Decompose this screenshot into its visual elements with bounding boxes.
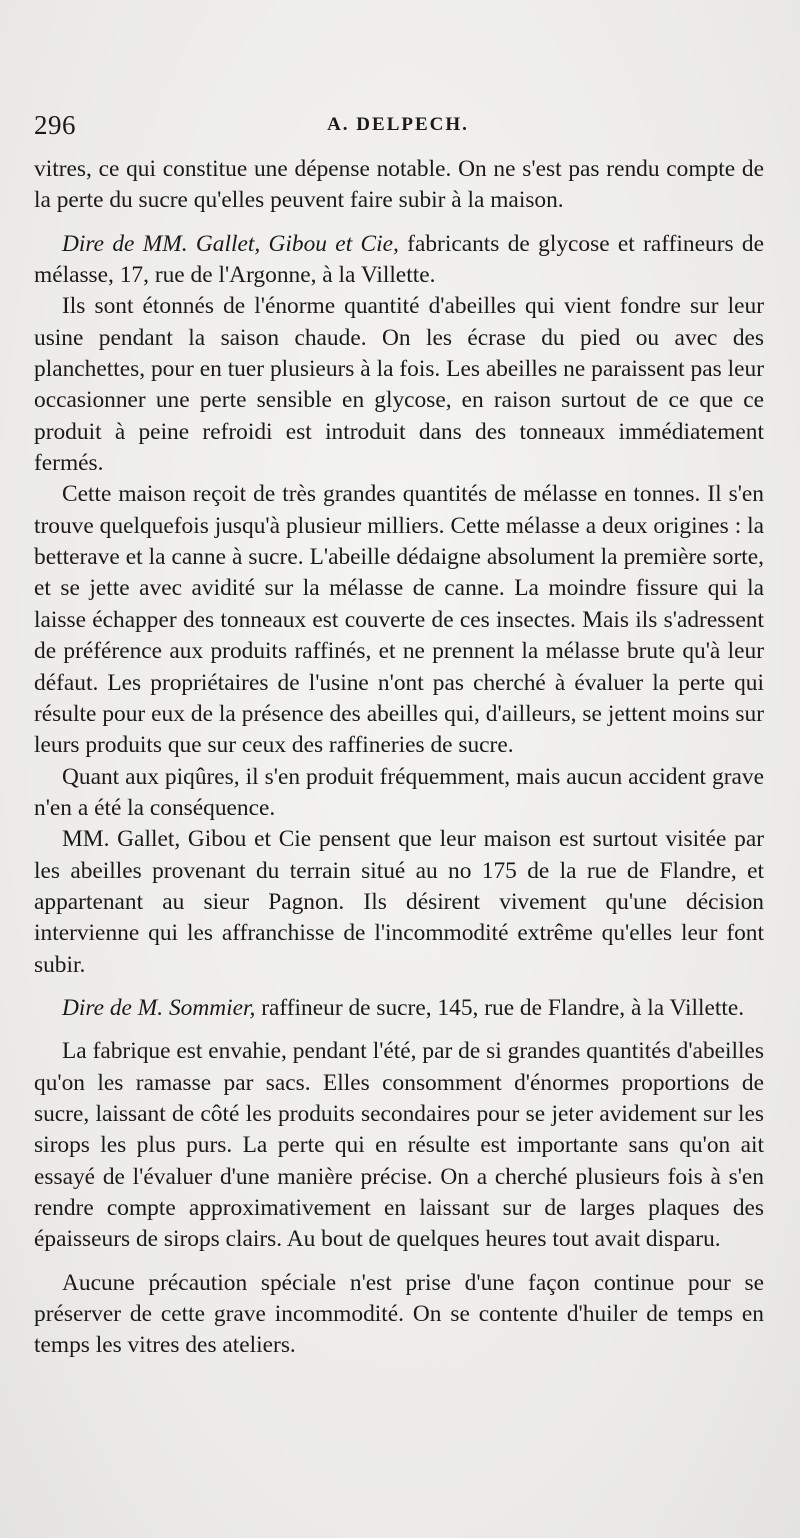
- body-text: [34, 154, 764, 1362]
- paragraph-9: Aucune précaution spéciale n'est prise d'une façon continue pour se préserver de cette grave incommodité. On se contente d'huiler de temps en temps les vitres des ateliers.: [34, 1269, 764, 1359]
- paragraph-6: MM. Gallet, Gibou et Cie pensent que leur maison est surtout visitée par les abeilles provenant du terrain situé au no 175 de la rue de Flandre, et appartenant au sieur Pagnon. Ils désirent vivement qu'une décision intervienne qui les affranchisse de l'incommodité extrême qu'elles leur font subir.: [34, 826, 764, 978]
- paragraph-8: La fabrique est envahie, pendant l'été, par de si grandes quantités d'abeilles qu'on les ramasse par sacs. Elles consomment d'énormes proportions de sucre, laissant de côté les produits secondaires pour se jeter avidement sur les sirops les plus purs. La perte qui en résulte est importante sans qu'on ait essayé de l'évaluer d'une manière précise. On a cherché plusieurs fois à s'en rendre compte approximativement en laissant sur de larges plaques des épaisseurs de sirops clairs. Au bout de quelques heures tout avait disparu.: [34, 1038, 764, 1253]
- page-header: [34, 110, 762, 144]
- running-head: A. DELPECH.: [327, 114, 469, 135]
- paragraph-7: [34, 993, 764, 1024]
- paragraph-2-lead: Dire de MM. Gallet, Gibou et Cie,: [62, 230, 399, 257]
- paragraph-3: Ils sont étonnés de l'énorme quantité d'abeilles qui vient fondre sur leur usine pendant la saison chaude. On les écrase du pied ou avec des planchettes, pour en tuer plusieurs à la fois. Les abeilles ne paraissent pas leur occasionner une perte sensible en glycose, en raison surtout de ce que ce produit à peine refroidi est introduit dans des tonneaux immédiatement fermés.: [34, 293, 764, 477]
- page-number: 296: [34, 110, 76, 140]
- paragraph-4: Cette maison reçoit de très grandes quantités de mélasse en tonnes. Il s'en trouve quelquefois jusqu'à plusieur milliers. Cette mélasse a deux origines : la betterave et la canne à sucre. L'abeille dédaigne absolument la première sorte, et se jette avec avidité sur la mélasse de canne. La moindre fissure qui la laisse échapper des tonneaux est couverte de ces insectes. Mais ils s'adressent de préférence aux produits raffinés, et ne prennent la mélasse brute qu'à leur défaut. Les propriétaires de l'usine n'ont pas cherché à évaluer la perte qui résulte pour eux de la présence des abeilles qui, d'ailleurs, se jettent moins sur leurs produits que sur ceux des raffineries de sucre.: [34, 481, 764, 759]
- paragraph-7-lead: Dire de M. Sommier,: [62, 994, 256, 1021]
- paragraph-2-text: fabricants de glycose et raffineurs de mélasse, 17, rue de l'Argonne, à la Villette.: [34, 230, 764, 289]
- paragraph-5: Quant aux piqûres, il s'en produit fréquemment, mais aucun accident grave n'en a été la conséquence.: [34, 763, 764, 821]
- paragraph-1: vitres, ce qui constitue une dépense notable. On ne s'est pas rendu compte de la perte du sucre qu'elles peuvent faire subir à la maison.: [34, 156, 764, 214]
- paragraph-7-text: raffineur de sucre, 145, rue de Flandre, à la Villette.: [255, 994, 745, 1021]
- paragraph-2: [34, 229, 764, 292]
